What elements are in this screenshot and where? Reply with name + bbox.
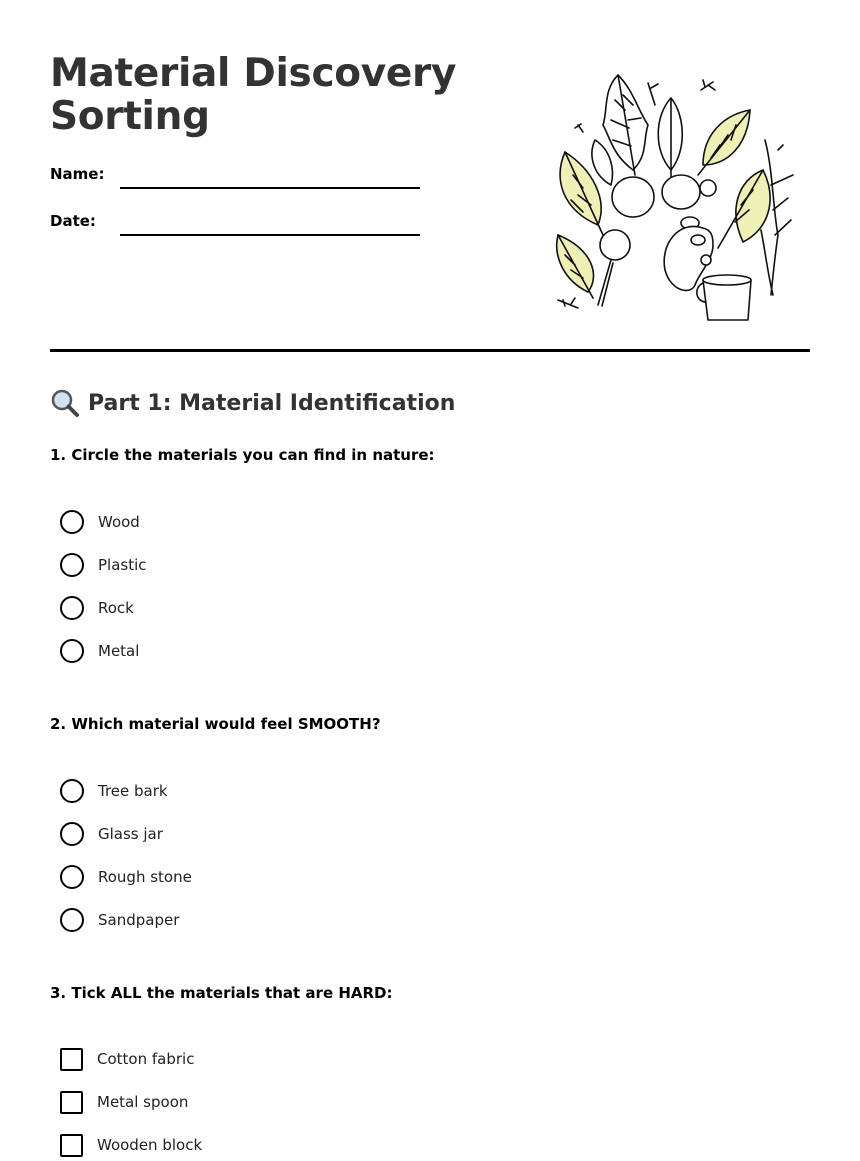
radio-circle[interactable] [60, 596, 84, 620]
q1-option-3[interactable] [60, 595, 134, 621]
q2-option-1[interactable] [60, 778, 168, 804]
option-label: Glass jar [98, 825, 163, 843]
radio-circle[interactable] [60, 510, 84, 534]
q3-option-1[interactable] [60, 1046, 194, 1072]
name-line[interactable] [120, 187, 420, 189]
magnifying-glass-icon [50, 388, 80, 418]
title-line-1: Material Discovery [50, 51, 457, 96]
page-title [50, 52, 470, 138]
option-label: Tree bark [98, 782, 168, 800]
name-field[interactable] [50, 165, 420, 195]
option-label: Plastic [98, 556, 147, 574]
date-field[interactable] [50, 212, 420, 242]
date-label: Date: [50, 212, 96, 230]
q1-option-4[interactable] [60, 638, 139, 664]
name-label: Name: [50, 165, 105, 183]
nature-materials-illustration [553, 70, 803, 325]
radio-circle[interactable] [60, 639, 84, 663]
option-label: Rough stone [98, 868, 192, 886]
q1-option-2[interactable] [60, 552, 147, 578]
option-label: Cotton fabric [97, 1050, 195, 1068]
radio-circle[interactable] [60, 779, 84, 803]
checkbox[interactable] [60, 1091, 83, 1114]
option-label: Sandpaper [98, 911, 180, 929]
date-line[interactable] [120, 234, 420, 236]
q3-option-3[interactable] [60, 1132, 202, 1158]
option-label: Wooden block [97, 1136, 203, 1154]
part1-heading [50, 388, 455, 418]
radio-circle[interactable] [60, 908, 84, 932]
q2-option-3[interactable] [60, 864, 192, 890]
header-divider [50, 349, 810, 352]
part1-title: Part 1: Material Identification [88, 390, 456, 416]
checkbox[interactable] [60, 1134, 83, 1157]
question-2: 2. Which material would feel SMOOTH? [50, 715, 381, 733]
checkbox[interactable] [60, 1048, 83, 1071]
q1-option-1[interactable] [60, 509, 140, 535]
option-label: Metal [98, 642, 140, 660]
option-label: Wood [98, 513, 140, 531]
q2-option-4[interactable] [60, 907, 179, 933]
option-label: Metal spoon [97, 1093, 189, 1111]
q3-option-2[interactable] [60, 1089, 188, 1115]
radio-circle[interactable] [60, 553, 84, 577]
q2-option-2[interactable] [60, 821, 163, 847]
title-line-2: Sorting [50, 94, 210, 139]
radio-circle[interactable] [60, 865, 84, 889]
question-3: 3. Tick ALL the materials that are HARD: [50, 984, 393, 1002]
option-label: Rock [98, 599, 134, 617]
question-1: 1. Circle the materials you can find in nature: [50, 446, 435, 464]
radio-circle[interactable] [60, 822, 84, 846]
